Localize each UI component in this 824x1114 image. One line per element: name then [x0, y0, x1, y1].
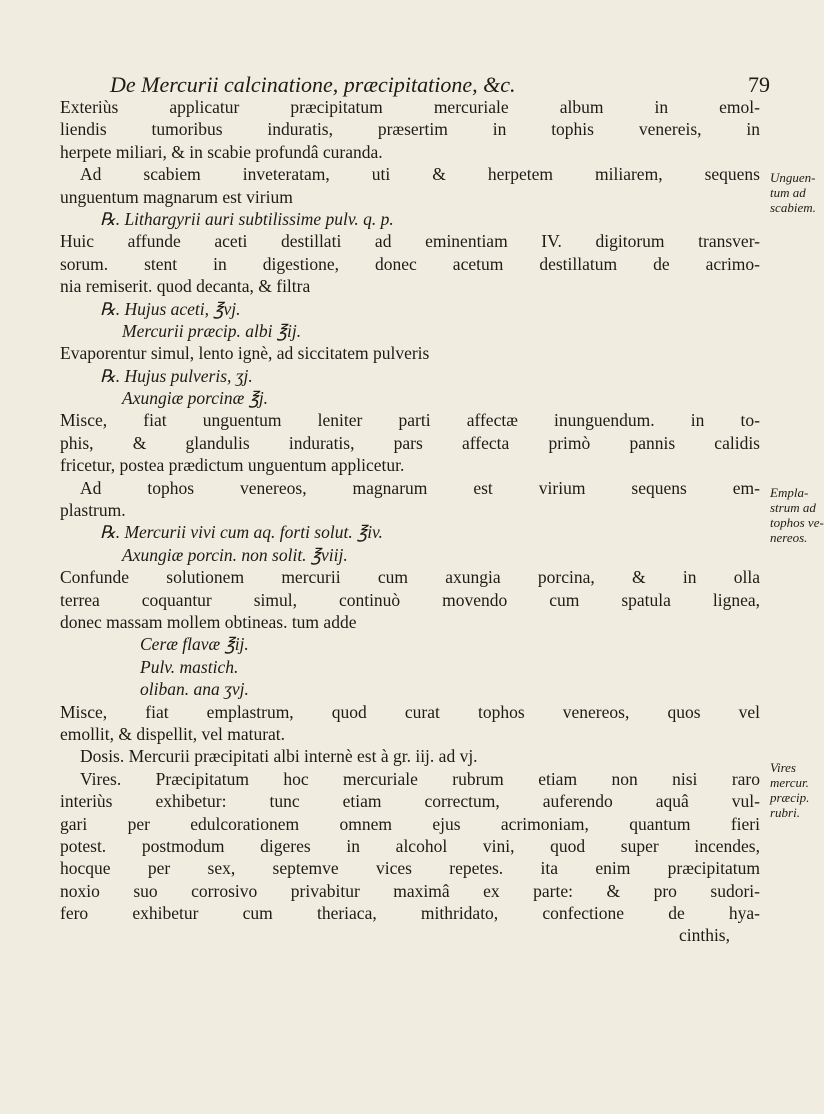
recipe-line: Ceræ flavæ ℥ij.: [140, 634, 249, 655]
text-line: potest. postmodum digeres in alcohol vini, quod super incendes,: [60, 835, 760, 856]
text-line: hocque per sex, septemve vices repetes. ita enim præcipitatum: [60, 858, 760, 879]
text-line: fero exhibetur cum theriaca, mithridato, confectione de hya-: [60, 903, 760, 924]
text-line: Misce, fiat unguentum leniter parti affectæ inunguendum. in to-: [60, 410, 760, 431]
recipe-line: oliban. ana ʒvj.: [140, 679, 249, 700]
text-line: Ad scabiem inveteratam, uti & herpetem miliarem, sequens: [80, 164, 760, 185]
catchword: cinthis,: [678, 925, 730, 946]
text-line: Vires. Præcipitatum hoc mercuriale rubrum etiam non nisi raro: [80, 768, 760, 789]
text-line: gari per edulcorationem omnem ejus acrimoniam, quantum fieri: [60, 813, 760, 834]
recipe-line: ℞. Hujus pulveris, ʒj.: [100, 365, 253, 386]
text-line: Evaporentur simul, lento ignè, ad siccitatem pulveris: [60, 343, 430, 364]
text-line: emollit, & dispellit, vel maturat.: [60, 723, 286, 744]
body-text: [60, 96, 760, 947]
text-line: terrea coquantur simul, continuò movendo cum spatula lignea,: [60, 589, 760, 610]
text-line: fricetur, postea prædictum unguentum applicetur.: [60, 455, 405, 476]
text-line: noxio suo corrosivo privabitur maximâ ex parte: & pro sudori-: [60, 880, 760, 901]
text-line: Dosis. Mercurii præcipitati albi internè est à gr. iij. ad vj.: [80, 746, 478, 767]
text-line: donec massam mollem obtineas. tum adde: [60, 611, 357, 632]
recipe-line: Axungiæ porcin. non solit. ℥viij.: [122, 544, 348, 565]
margin-note-vires: Vires mercur. præcip. rubri.: [770, 760, 810, 820]
recipe-line: Pulv. mastich.: [140, 656, 239, 677]
margin-note-emplastrum: Empla- strum ad tophos ve- nereos.: [770, 485, 824, 545]
text-line: Exteriùs applicatur præcipitatum mercuriale album in emol-: [60, 97, 760, 117]
text-line: interiùs exhibetur: tunc etiam correctum, auferendo aquâ vul-: [60, 791, 760, 812]
recipe-line: Mercurii præcip. albi ℥ij.: [122, 320, 302, 341]
text-line: plastrum.: [60, 500, 126, 521]
text-line: phis, & glandulis induratis, pars affecta primò pannis calidis: [60, 432, 760, 453]
recipe-line: Axungiæ porcinæ ℥j.: [122, 388, 269, 409]
text-line: unguentum magnarum est virium: [60, 186, 293, 207]
text-line: herpete miliari, & in scabie profundâ curanda.: [60, 141, 383, 162]
text-line: Ad tophos venereos, magnarum est virium sequens em-: [80, 477, 760, 498]
text-line: liendis tumoribus induratis, præsertim in tophis venereis, in: [60, 119, 760, 140]
page-number: 79: [748, 72, 770, 97]
recipe-line: ℞. Mercurii vivi cum aq. forti solut. ℥iv.: [100, 522, 383, 543]
text-line: nia remiserit. quod decanta, & filtra: [60, 276, 311, 297]
text-line: Huic affunde aceti destillati ad eminentiam IV. digitorum transver-: [60, 231, 760, 252]
recipe-line: ℞. Hujus aceti, ℥vj.: [100, 298, 241, 319]
margin-note-unguentum: Unguen- tum ad scabiem.: [770, 170, 816, 215]
text-line: Misce, fiat emplastrum, quod curat tophos venereos, quos vel: [60, 701, 760, 722]
running-title: De Mercurii calcinatione, præcipitatione, &c.: [110, 72, 516, 97]
text-line: Confunde solutionem mercurii cum axungia porcina, & in olla: [60, 567, 760, 588]
text-line: sorum. stent in digestione, donec acetum destillatum de acrimo-: [60, 253, 760, 274]
recipe-line: ℞. Lithargyrii auri subtilissime pulv. q. p.: [100, 208, 394, 229]
